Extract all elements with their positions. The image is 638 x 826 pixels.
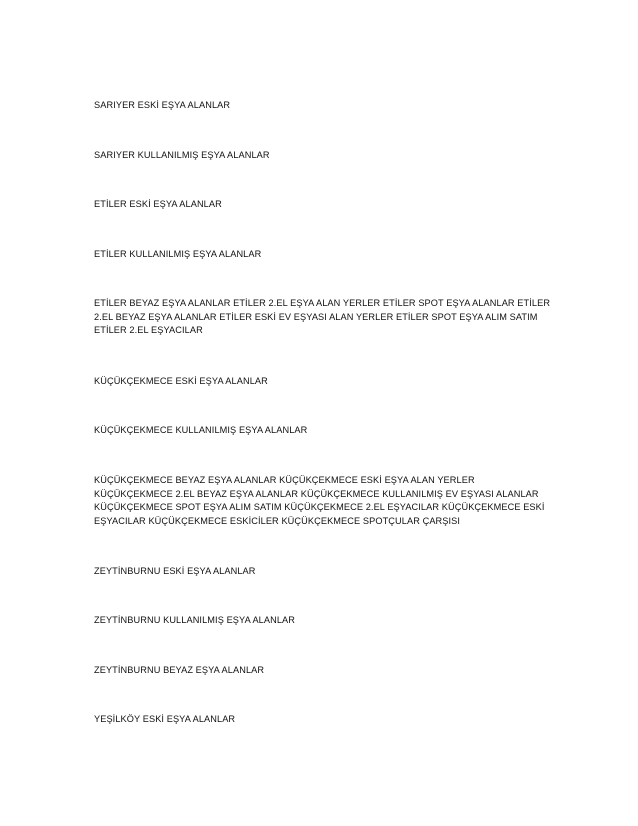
paragraph-yesilkoy-eski: YEŞİLKÖY ESKİ EŞYA ALANLAR — [94, 714, 236, 724]
paragraph-etiler-eski: ETİLER ESKİ EŞYA ALANLAR — [94, 199, 222, 209]
paragraph-kucukcekmece-beyaz: KÜÇÜKÇEKMECE BEYAZ EŞYA ALANLAR KÜÇÜKÇEKMECE ESKİ EŞYA ALAN YERLER KÜÇÜKÇEKMECE 2.EL BEYAZ EŞYA ALANLAR KÜÇÜKÇEKMECE KULLANILMIŞ EV EŞYASI ALANLAR KÜÇÜKÇEKMECE SPOT EŞYA ALIM SATIM KÜÇÜKÇEKMECE 2.EL EŞYACILAR KÜÇÜKÇEKMECE ESKİ EŞYACILAR KÜÇÜKÇEKMECE ESKİCİLER KÜÇÜKÇEKMECE SPOTÇULAR ÇARŞISI — [94, 475, 545, 526]
paragraph-sariyer-kullanilmis: SARIYER KULLANILMIŞ EŞYA ALANLAR — [94, 150, 270, 160]
paragraph-zeytinburnu-eski: ZEYTİNBURNU ESKİ EŞYA ALANLAR — [94, 566, 256, 576]
paragraph-sariyer-eski: SARIYER ESKİ EŞYA ALANLAR — [94, 100, 231, 110]
paragraph-zeytinburnu-beyaz: ZEYTİNBURNU BEYAZ EŞYA ALANLAR — [94, 665, 265, 675]
paragraph-kucukcekmece-kullanilmis: KÜÇÜKÇEKMECE KULLANILMIŞ EŞYA ALANLAR — [94, 425, 308, 435]
paragraph-zeytinburnu-kullanilmis: ZEYTİNBURNU KULLANILMIŞ EŞYA ALANLAR — [94, 615, 296, 625]
paragraph-kucukcekmece-eski: KÜÇÜKÇEKMECE ESKİ EŞYA ALANLAR — [94, 376, 268, 386]
paragraph-etiler-beyaz: ETİLER BEYAZ EŞYA ALANLAR ETİLER 2.EL EŞYA ALAN YERLER ETİLER SPOT EŞYA ALANLAR ETİLER 2.EL BEYAZ EŞYA ALANLAR ETİLER ESKİ EV EŞYASI ALAN YERLER ETİLER SPOT EŞYA ALIM SATIM ETİLER 2.EL EŞYACILAR — [94, 298, 551, 335]
paragraph-etiler-kullanilmis: ETİLER KULLANILMIŞ EŞYA ALANLAR — [94, 249, 262, 259]
